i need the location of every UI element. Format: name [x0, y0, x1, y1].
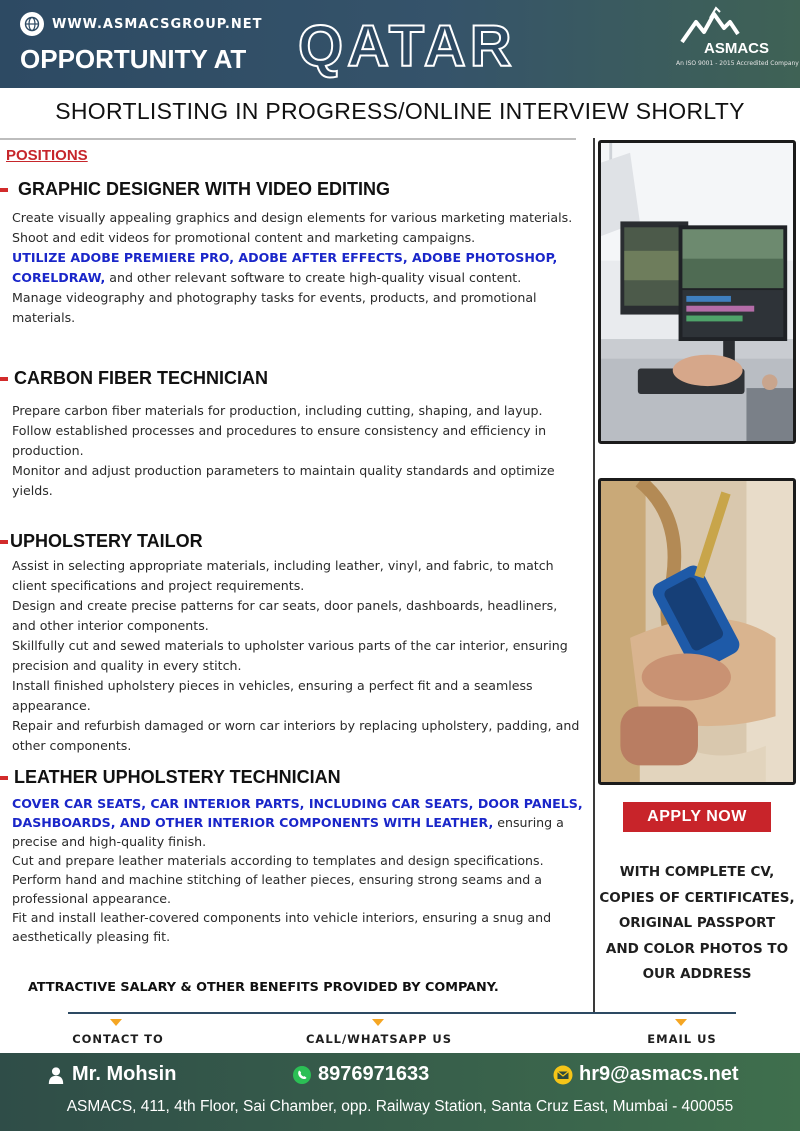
logo-iso: An ISO 9001 - 2015 Accredited Company: [676, 60, 799, 67]
salary-note: ATTRACTIVE SALARY & OTHER BENEFITS PROVIDED BY COMPANY.: [28, 980, 499, 995]
header-banner: [0, 0, 800, 88]
arrow-down-icon: [675, 1019, 687, 1026]
job-title: LEATHER UPHOLSTERY TECHNICIAN: [0, 767, 590, 788]
requirement-line: ORIGINAL PASSPORT: [618, 915, 776, 931]
requirement-line: COPIES OF CERTIFICATES,: [599, 889, 795, 906]
mail-icon: [553, 1065, 573, 1085]
desc-line: Design and create precise patterns for car seats, door panels, dashboards, headliners, and other interior components.: [12, 598, 558, 633]
globe-icon: [20, 12, 44, 36]
whatsapp-icon: [292, 1065, 312, 1085]
desc-line: UTILIZE ADOBE PREMIERE PRO, ADOBE AFTER EFFECTS, ADOBE PHOTOSHOP, CORELDRAW, and other relevant software to create high-quality visual content.: [12, 250, 558, 285]
arrow-down-icon: [372, 1019, 384, 1026]
desc-line: Fit and install leather-covered components into vehicle interiors, ensuring a snug and aesthetically pleasing fit.: [12, 910, 552, 944]
desc-line: Shoot and edit videos for promotional content and marketing campaigns.: [12, 230, 476, 245]
desc-line: Repair and refurbish damaged or worn car interiors by replacing upholstery, padding, and other components.: [12, 718, 580, 753]
photo-upholstery: [598, 478, 796, 785]
address: ASMACS, 411, 4th Floor, Sai Chamber, opp. Railway Station, Santa Cruz East, Mumbai - 400055: [66, 1098, 734, 1115]
desc-line: Install finished upholstery pieces in vehicles, ensuring a perfect fit and a seamless appearance.: [12, 678, 533, 713]
job-description: [0, 401, 590, 501]
desc-line: Prepare carbon fiber materials for production, including cutting, shaping, and layup.: [12, 403, 543, 418]
contact-email[interactable]: hr9@asmacs.net: [553, 1063, 739, 1086]
email-label: EMAIL US: [647, 1032, 717, 1046]
company-logo: [676, 6, 799, 76]
positions-heading: POSITIONS: [6, 147, 88, 164]
apply-now-button[interactable]: APPLY NOW: [623, 802, 771, 832]
desc-line: Create visually appealing graphics and design elements for various marketing materials.: [12, 210, 573, 225]
bullet-marker: [0, 377, 8, 381]
subtitle: SHORTLISTING IN PROGRESS/ONLINE INTERVIEW SHORLTY: [0, 90, 800, 132]
job-upholstery-tailor: [0, 531, 590, 756]
call-label: CALL/WHATSAPP US: [305, 1032, 453, 1046]
job-graphic-designer: [0, 179, 590, 328]
contact-label: CONTACT TO: [72, 1032, 164, 1046]
divider: [0, 138, 576, 140]
website-link[interactable]: WWW.ASMACSGROUP.NET: [52, 16, 263, 32]
photo-video-editing: [598, 140, 796, 444]
country-title: QATAR: [298, 14, 516, 79]
bullet-marker: [0, 188, 8, 192]
contact-person: Mr. Mohsin: [46, 1063, 176, 1086]
application-requirements: [596, 860, 798, 988]
opportunity-text: OPPORTUNITY AT: [20, 44, 247, 74]
job-description: [0, 208, 590, 328]
desc-line: Monitor and adjust production parameters to maintain quality standards and optimize yields.: [12, 463, 555, 498]
arrow-down-icon: [110, 1019, 122, 1026]
desc-line: Assist in selecting appropriate materials, including leather, vinyl, and fabric, to match client specifications and project requirements.: [12, 558, 554, 593]
bullet-marker: [0, 776, 8, 780]
job-description: [0, 794, 590, 946]
contact-phone[interactable]: 8976971633: [292, 1063, 429, 1086]
requirement-line: AND COLOR PHOTOS TO: [605, 940, 789, 957]
desc-line: Manage videography and photography tasks for events, products, and promotional materials.: [12, 290, 537, 325]
desc-line: Perform hand and machine stitching of leather pieces, ensuring strong seams and a professional appearance.: [12, 872, 542, 906]
highlight-text: UTILIZE ADOBE PREMIERE PRO, ADOBE AFTER EFFECTS, ADOBE PHOTOSHOP, CORELDRAW,: [12, 250, 558, 285]
requirement-line: WITH COMPLETE CV,: [619, 864, 775, 880]
desc-line: Skillfully cut and sewed materials to upholster various parts of the car interior, ensuring precision and quality in every stitch.: [12, 638, 568, 673]
highlight-text: COVER CAR SEATS, CAR INTERIOR PARTS, INCLUDING CAR SEATS, DOOR PANELS, DASHBOARDS, AND OTHER INTERIOR COMPONENTS WITH LEATHER,: [12, 796, 583, 830]
website-row: [20, 12, 262, 36]
requirement-line: OUR ADDRESS: [642, 966, 752, 982]
column-divider: [593, 138, 595, 1013]
footer: [0, 1053, 800, 1131]
job-description: [0, 556, 590, 756]
job-title: GRAPHIC DESIGNER WITH VIDEO EDITING: [0, 179, 590, 200]
logo-name: ASMACS: [704, 40, 770, 57]
job-title: UPHOLSTERY TAILOR: [0, 531, 590, 552]
contact-divider: [68, 1012, 736, 1014]
bullet-marker: [0, 540, 8, 544]
job-leather-upholstery: [0, 767, 590, 946]
desc-line: COVER CAR SEATS, CAR INTERIOR PARTS, INCLUDING CAR SEATS, DOOR PANELS, DASHBOARDS, AND OTHER INTERIOR COMPONENTS WITH LEATHER, ensuring a precise and high-quality finish.: [12, 796, 583, 849]
desc-line: Cut and prepare leather materials according to templates and design specifications.: [12, 853, 544, 868]
job-carbon-fiber: [0, 368, 590, 501]
person-icon: [46, 1065, 66, 1085]
desc-line: Follow established processes and procedures to ensure consistency and efficiency in production.: [12, 423, 547, 458]
job-title: CARBON FIBER TECHNICIAN: [0, 368, 590, 389]
